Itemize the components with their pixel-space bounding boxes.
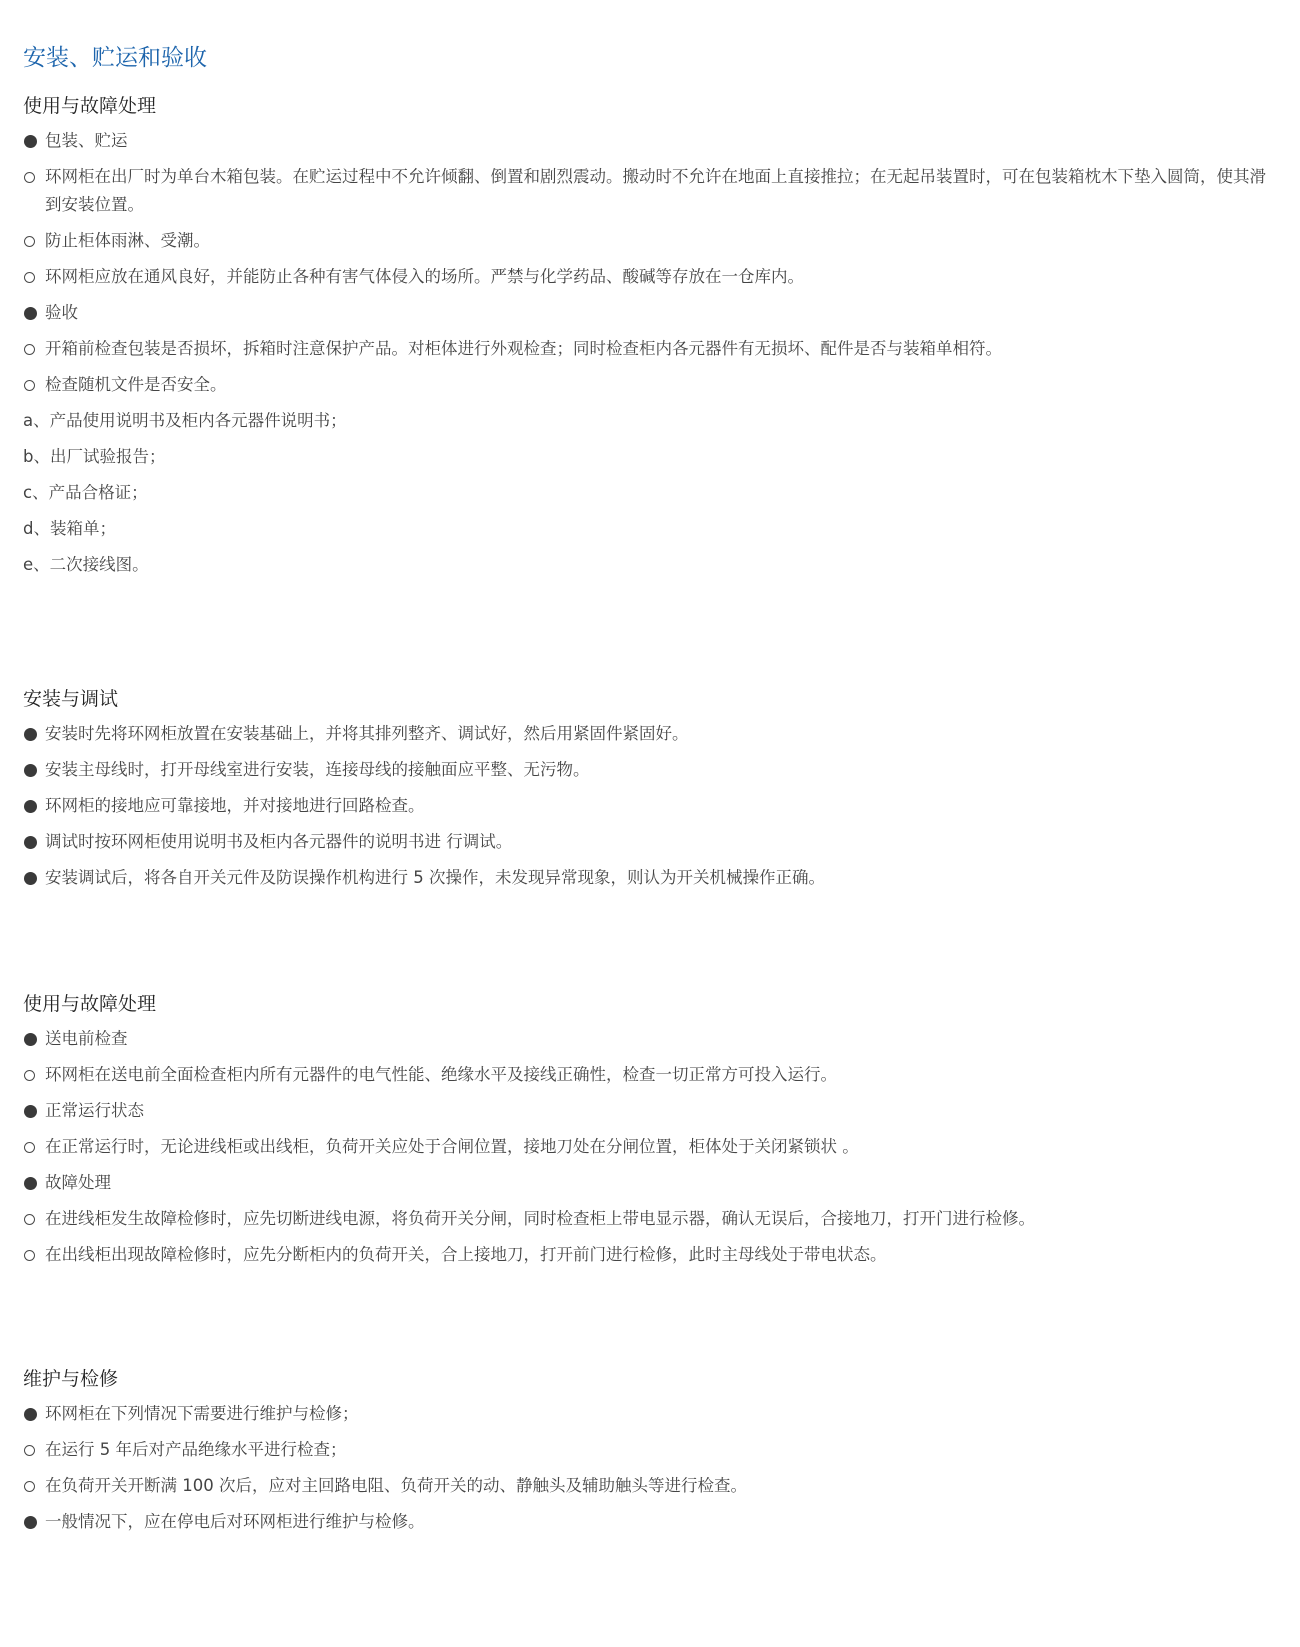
- list-item: 包装、贮运: [23, 127, 1273, 155]
- bullet-dot-icon: [23, 720, 45, 748]
- bullet-circle-icon: [23, 1205, 45, 1233]
- list-item: b、出厂试验报告；: [23, 447, 166, 466]
- bullet-dot-icon: [23, 828, 45, 856]
- list-item: 环网柜的接地应可靠接地，并对接地进行回路检查。: [23, 792, 1273, 820]
- bullet-dot-icon: [23, 1025, 45, 1053]
- bullet-dot-icon: [23, 1169, 45, 1197]
- list-item: 故障处理: [23, 1169, 1273, 1197]
- bullet-dot-icon: [23, 1400, 45, 1428]
- section-title-packaging: 使用与故障处理: [23, 95, 157, 117]
- bullet-dot-icon: [23, 1097, 45, 1125]
- section-title-maintenance: 维护与检修: [23, 1368, 119, 1390]
- bullet-dot-icon: [23, 127, 45, 155]
- list-item: 调试时按环网柜使用说明书及柜内各元器件的说明书进 行调试。: [23, 828, 1273, 856]
- bullet-dot-icon: [23, 864, 45, 892]
- list-item: e、二次接线图。: [23, 555, 149, 574]
- bullet-circle-icon: [23, 1472, 45, 1500]
- list-item: 在负荷开关开断满 100 次后，应对主回路电阻、负荷开关的动、静触头及辅助触头等进行检查。: [23, 1472, 1273, 1500]
- list-item: 在正常运行时，无论进线柜或出线柜，负荷开关应处于合闸位置，接地刀处在分闸位置，柜体处于关闭紧锁状 。: [23, 1133, 1273, 1161]
- bullet-dot-icon: [23, 756, 45, 784]
- list-item: 检查随机文件是否安全。: [23, 371, 1273, 399]
- list-item: d、装箱单；: [23, 519, 116, 538]
- list-item: 安装调试后，将各自开关元件及防误操作机构进行 5 次操作，未发现异常现象，则认为开关机械操作正确。: [23, 864, 1273, 892]
- section-list-maintenance: [23, 1400, 1273, 1536]
- bullet-dot-icon: [23, 792, 45, 820]
- bullet-circle-icon: [23, 1436, 45, 1464]
- bullet-circle-icon: [23, 163, 45, 191]
- bullet-dot-icon: [23, 1508, 45, 1536]
- section-title-operation: 使用与故障处理: [23, 993, 157, 1015]
- section-list-operation: [23, 1025, 1273, 1269]
- list-item: c、产品合格证；: [23, 483, 148, 502]
- list-item: 开箱前检查包装是否损坏，拆箱时注意保护产品。对柜体进行外观检查；同时检查柜内各元器件有无损坏、配件是否与装箱单相符。: [23, 335, 1273, 363]
- list-item: 环网柜在出厂时为单台木箱包装。在贮运过程中不允许倾翻、倒置和剧烈震动。搬动时不允许在地面上直接推拉；在无起吊装置时，可在包装箱枕木下垫入圆筒，使其滑到安装位置。: [23, 163, 1273, 219]
- list-item: 正常运行状态: [23, 1097, 1273, 1125]
- section-title-installation: 安装与调试: [23, 688, 119, 710]
- section-list-installation: [23, 720, 1273, 892]
- list-item: 在出线柜出现故障检修时，应先分断柜内的负荷开关，合上接地刀，打开前门进行检修，此时主母线处于带电状态。: [23, 1241, 1273, 1269]
- bullet-circle-icon: [23, 1061, 45, 1089]
- list-item: 安装主母线时，打开母线室进行安装，连接母线的接触面应平整、无污物。: [23, 756, 1273, 784]
- list-item: 一般情况下，应在停电后对环网柜进行维护与检修。: [23, 1508, 1273, 1536]
- list-item: 在进线柜发生故障检修时，应先切断进线电源，将负荷开关分闸，同时检查柜上带电显示器，确认无误后，合接地刀，打开门进行检修。: [23, 1205, 1273, 1233]
- bullet-circle-icon: [23, 1133, 45, 1161]
- list-item: 环网柜应放在通风良好，并能防止各种有害气体侵入的场所。严禁与化学药品、酸碱等存放在一仓库内。: [23, 263, 1273, 291]
- bullet-circle-icon: [23, 263, 45, 291]
- list-item: 防止柜体雨淋、受潮。: [23, 227, 1273, 255]
- list-item: 环网柜在下列情况下需要进行维护与检修；: [23, 1400, 1273, 1428]
- bullet-dot-icon: [23, 299, 45, 327]
- bullet-circle-icon: [23, 1241, 45, 1269]
- list-item: 环网柜在送电前全面检查柜内所有元器件的电气性能、绝缘水平及接线正确性，检查一切正常方可投入运行。: [23, 1061, 1273, 1089]
- bullet-circle-icon: [23, 227, 45, 255]
- document-page: [23, 40, 1273, 1536]
- page-title: 安装、贮运和验收: [23, 45, 207, 71]
- bullet-circle-icon: [23, 371, 45, 399]
- list-item: a、产品使用说明书及柜内各元器件说明书；: [23, 411, 347, 430]
- list-item: 在运行 5 年后对产品绝缘水平进行检查；: [23, 1436, 1273, 1464]
- list-item: 验收: [23, 299, 1273, 327]
- list-item: 安装时先将环网柜放置在安装基础上，并将其排列整齐、调试好，然后用紧固件紧固好。: [23, 720, 1273, 748]
- section-list-packaging: [23, 127, 1273, 579]
- bullet-circle-icon: [23, 335, 45, 363]
- list-item: 送电前检查: [23, 1025, 1273, 1053]
